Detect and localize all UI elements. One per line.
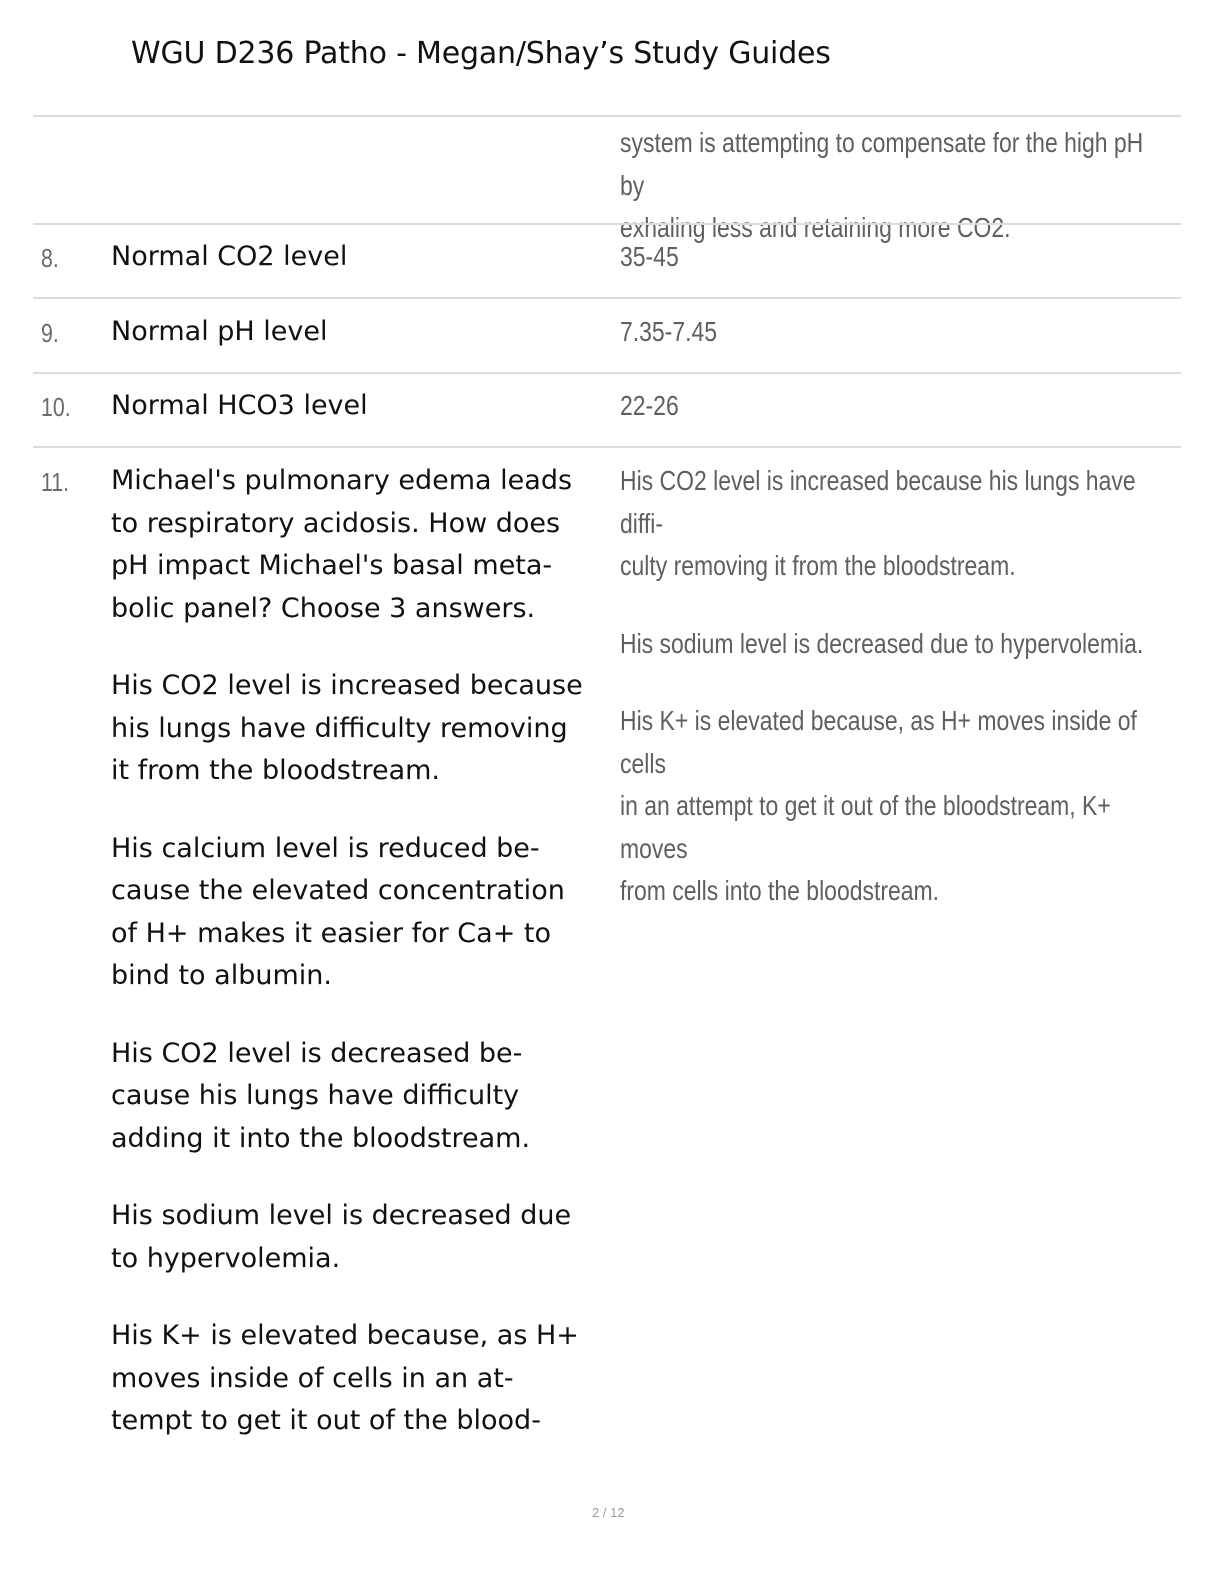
card-number: 9.	[41, 318, 59, 348]
option-line: His K+ is elevated because, as H+	[111, 1320, 579, 1351]
option-line: to hypervolemia.	[111, 1242, 341, 1274]
prompt-line: Michael's pulmonary edema leads	[111, 465, 573, 496]
card-term: Normal pH level	[111, 316, 328, 347]
page-title: WGU D236 Patho - Megan/Shay’s Study Guides	[131, 36, 831, 71]
option-line: bind to albumin.	[111, 960, 332, 991]
divider	[33, 446, 1181, 448]
divider-top	[33, 115, 1181, 117]
card-number: 10.	[41, 392, 71, 422]
answer-option	[111, 665, 616, 793]
answer-line: in an attempt to get it out of the bloodstream, K+ moves	[620, 790, 1111, 864]
prompt-line: to respiratory acidosis. How does	[111, 507, 561, 539]
option-line: it from the bloodstream.	[111, 755, 440, 786]
definition-line: system is attempting to compensate for the high pH by	[620, 127, 1144, 201]
question-answers	[620, 460, 1161, 948]
question-term	[111, 460, 616, 1478]
answer-option	[111, 1195, 616, 1280]
page-number: 2 / 12	[592, 1505, 625, 1520]
option-line: His calcium level is reduced be-	[111, 832, 540, 864]
answer-option	[111, 828, 616, 998]
card-definition: 7.35-7.45	[620, 316, 718, 347]
continued-definition	[620, 122, 1161, 250]
card-term: Normal CO2 level	[111, 241, 348, 272]
option-line: tempt to get it out of the blood-	[111, 1405, 541, 1436]
card-definition: 35-45	[620, 241, 679, 272]
answer-line: culty removing it from the bloodstream.	[620, 550, 1016, 581]
option-line: His sodium level is decreased due	[111, 1200, 572, 1231]
answer-line: from cells into the bloodstream.	[620, 875, 940, 906]
answer-line: His sodium level is decreased due to hypervolemia.	[620, 627, 1144, 659]
divider	[33, 297, 1181, 299]
definition-line: exhaling less and retaining more CO2.	[620, 212, 1011, 243]
option-line: His CO2 level is decreased be-	[111, 1037, 523, 1069]
correct-answer	[620, 623, 1161, 666]
correct-answer	[620, 700, 1161, 913]
option-line: cause his lungs have difficulty	[111, 1080, 520, 1111]
answer-line: His CO2 level is increased because his lungs have diffi-	[620, 465, 1136, 539]
card-definition: 22-26	[620, 390, 679, 421]
card-number: 8.	[41, 243, 59, 273]
answer-option	[111, 1315, 616, 1443]
answer-option	[111, 1033, 616, 1161]
option-line: his lungs have difficulty removing	[111, 712, 568, 744]
correct-answer	[620, 460, 1161, 588]
option-line: moves inside of cells in an at-	[111, 1362, 514, 1394]
option-line: adding it into the bloodstream.	[111, 1122, 531, 1154]
prompt-line: bolic panel? Choose 3 answers.	[111, 592, 536, 624]
option-line: His CO2 level is increased because	[111, 670, 583, 701]
card-number: 11.	[41, 467, 70, 497]
divider	[33, 372, 1181, 374]
option-line: cause the elevated concentration	[111, 875, 565, 906]
prompt-line: pH impact Michael's basal meta-	[111, 550, 553, 581]
question-prompt	[111, 460, 616, 630]
card-term: Normal HCO3 level	[111, 390, 368, 421]
option-line: of H+ makes it easier for Ca+ to	[111, 917, 552, 949]
divider	[33, 223, 1181, 225]
answer-line: His K+ is elevated because, as H+ moves inside of cells	[620, 705, 1137, 779]
